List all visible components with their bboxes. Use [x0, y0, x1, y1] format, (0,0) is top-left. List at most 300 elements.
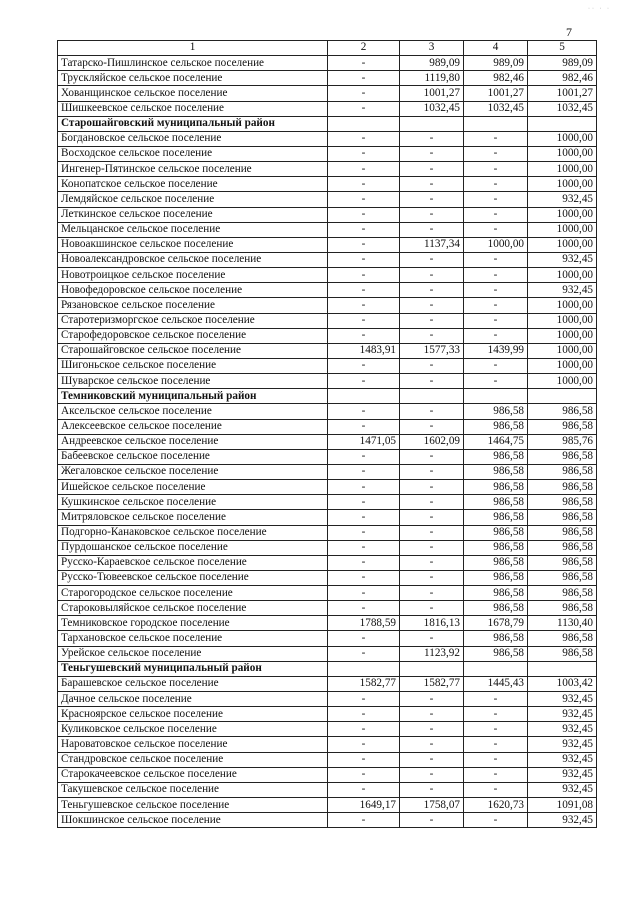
district-row: [58, 661, 597, 676]
settlement-name: Теньгушевское сельское поселение: [58, 798, 328, 813]
value-cell-c4: 1001,27: [464, 86, 528, 101]
value-cell-c4: -: [464, 252, 528, 267]
table-row: [58, 101, 597, 116]
table-row: [58, 798, 597, 813]
district-name: Темниковский муниципальный район: [58, 389, 328, 404]
value-cell-c2: -: [328, 752, 400, 767]
value-cell-c4: 986,58: [464, 570, 528, 585]
value-cell-c5: 1000,00: [528, 268, 597, 283]
value-cell-c4: -: [464, 207, 528, 222]
settlement-name: Бабеевское сельское поселение: [58, 449, 328, 464]
table-row: [58, 631, 597, 646]
value-cell-c5: 1000,00: [528, 237, 597, 252]
table-row: [58, 525, 597, 540]
value-cell-c4: 986,58: [464, 449, 528, 464]
value-cell-c5: 1000,00: [528, 298, 597, 313]
value-cell-c5: 1032,45: [528, 101, 597, 116]
header-col-1: 1: [58, 41, 328, 56]
value-cell-c5: 1000,00: [528, 177, 597, 192]
value-cell-c2: -: [328, 510, 400, 525]
empty-cell: [464, 661, 528, 676]
value-cell-c3: -: [400, 586, 464, 601]
value-cell-c5: 932,45: [528, 722, 597, 737]
value-cell-c2: -: [328, 374, 400, 389]
empty-cell: [328, 661, 400, 676]
value-cell-c3: 1137,34: [400, 237, 464, 252]
settlement-name: Трускляйское сельское поселение: [58, 71, 328, 86]
value-cell-c2: -: [328, 131, 400, 146]
value-cell-c4: -: [464, 782, 528, 797]
value-cell-c2: 1788,59: [328, 616, 400, 631]
empty-cell: [464, 389, 528, 404]
settlement-name: Новоакшинское сельское поселение: [58, 237, 328, 252]
value-cell-c4: 1445,43: [464, 676, 528, 691]
table-row: [58, 343, 597, 358]
table-row: [58, 616, 597, 631]
settlement-name: Старофедоровское сельское поселение: [58, 328, 328, 343]
value-cell-c4: 986,58: [464, 646, 528, 661]
value-cell-c3: -: [400, 328, 464, 343]
value-cell-c5: 986,58: [528, 570, 597, 585]
value-cell-c3: -: [400, 601, 464, 616]
value-cell-c2: -: [328, 782, 400, 797]
table-row: [58, 177, 597, 192]
value-cell-c4: 986,58: [464, 510, 528, 525]
value-cell-c3: -: [400, 813, 464, 828]
value-cell-c5: 982,46: [528, 71, 597, 86]
value-cell-c3: -: [400, 540, 464, 555]
value-cell-c3: -: [400, 752, 464, 767]
value-cell-c2: -: [328, 480, 400, 495]
district-name: Теньгушевский муниципальный район: [58, 661, 328, 676]
value-cell-c2: -: [328, 222, 400, 237]
scan-corner-marks: ·· · ·: [588, 6, 611, 12]
value-cell-c4: 986,58: [464, 495, 528, 510]
value-cell-c2: -: [328, 313, 400, 328]
value-cell-c2: -: [328, 646, 400, 661]
header-col-5: 5: [528, 41, 597, 56]
table-row: [58, 434, 597, 449]
value-cell-c5: 932,45: [528, 692, 597, 707]
value-cell-c3: -: [400, 313, 464, 328]
value-cell-c4: 986,58: [464, 404, 528, 419]
empty-cell: [528, 389, 597, 404]
value-cell-c4: -: [464, 692, 528, 707]
value-cell-c4: -: [464, 298, 528, 313]
value-cell-c5: 986,58: [528, 404, 597, 419]
value-cell-c2: -: [328, 767, 400, 782]
value-cell-c2: 1582,77: [328, 676, 400, 691]
empty-cell: [400, 389, 464, 404]
table-row: [58, 449, 597, 464]
value-cell-c5: 932,45: [528, 752, 597, 767]
table-row: [58, 207, 597, 222]
value-cell-c3: -: [400, 358, 464, 373]
page-number: 7: [566, 25, 572, 39]
value-cell-c5: 986,58: [528, 449, 597, 464]
settlement-name: Пурдошанское сельское поселение: [58, 540, 328, 555]
value-cell-c3: -: [400, 464, 464, 479]
value-cell-c5: 989,09: [528, 56, 597, 71]
settlement-name: Митряловское сельское поселение: [58, 510, 328, 525]
value-cell-c5: 1001,27: [528, 86, 597, 101]
settlement-name: Русско-Тювеевское сельское поселение: [58, 570, 328, 585]
table-row: [58, 419, 597, 434]
value-cell-c2: -: [328, 71, 400, 86]
value-cell-c2: -: [328, 813, 400, 828]
table-row: [58, 676, 597, 691]
value-cell-c3: -: [400, 268, 464, 283]
value-cell-c4: 1620,73: [464, 798, 528, 813]
value-cell-c2: -: [328, 586, 400, 601]
value-cell-c3: -: [400, 252, 464, 267]
value-cell-c3: -: [400, 767, 464, 782]
settlement-name: Урейское сельское поселение: [58, 646, 328, 661]
value-cell-c4: 1464,75: [464, 434, 528, 449]
header-col-2: 2: [328, 41, 400, 56]
value-cell-c2: -: [328, 404, 400, 419]
settlement-name: Алексеевское сельское поселение: [58, 419, 328, 434]
settlement-name: Красноярское сельское поселение: [58, 707, 328, 722]
value-cell-c2: -: [328, 707, 400, 722]
value-cell-c2: -: [328, 495, 400, 510]
settlement-name: Староковыляйское сельское поселение: [58, 601, 328, 616]
value-cell-c3: -: [400, 510, 464, 525]
table-row: [58, 646, 597, 661]
value-cell-c3: -: [400, 131, 464, 146]
settlement-name: Хованщинское сельское поселение: [58, 86, 328, 101]
value-cell-c3: -: [400, 631, 464, 646]
empty-cell: [528, 661, 597, 676]
value-cell-c3: 1758,07: [400, 798, 464, 813]
table-row: [58, 586, 597, 601]
value-cell-c5: 1000,00: [528, 328, 597, 343]
value-cell-c3: -: [400, 782, 464, 797]
value-cell-c2: 1649,17: [328, 798, 400, 813]
value-cell-c5: 1000,00: [528, 131, 597, 146]
table-row: [58, 404, 597, 419]
settlement-name: Мельцанское сельское поселение: [58, 222, 328, 237]
value-cell-c4: -: [464, 222, 528, 237]
table-row: [58, 570, 597, 585]
value-cell-c4: -: [464, 328, 528, 343]
value-cell-c2: -: [328, 449, 400, 464]
settlement-name: Восходское сельское поселение: [58, 146, 328, 161]
value-cell-c5: 986,58: [528, 631, 597, 646]
settlement-name: Старокачеевское сельское поселение: [58, 767, 328, 782]
settlement-name: Шокшинское сельское поселение: [58, 813, 328, 828]
value-cell-c4: 986,58: [464, 555, 528, 570]
value-cell-c3: -: [400, 419, 464, 434]
value-cell-c3: 1816,13: [400, 616, 464, 631]
data-table: [57, 40, 597, 828]
value-cell-c4: 986,58: [464, 464, 528, 479]
settlement-name: Ингенер-Пятинское сельское поселение: [58, 162, 328, 177]
table-row: [58, 237, 597, 252]
value-cell-c4: -: [464, 162, 528, 177]
table-row: [58, 252, 597, 267]
value-cell-c4: -: [464, 131, 528, 146]
value-cell-c5: 986,58: [528, 525, 597, 540]
value-cell-c3: 989,09: [400, 56, 464, 71]
settlement-name: Старошайговское сельское поселение: [58, 343, 328, 358]
value-cell-c2: -: [328, 631, 400, 646]
settlement-name: Богдановское сельское поселение: [58, 131, 328, 146]
value-cell-c5: 1003,42: [528, 676, 597, 691]
table-row: [58, 313, 597, 328]
value-cell-c3: -: [400, 146, 464, 161]
table-row: [58, 71, 597, 86]
value-cell-c3: 1577,33: [400, 343, 464, 358]
value-cell-c3: -: [400, 192, 464, 207]
value-cell-c2: -: [328, 737, 400, 752]
settlement-name: Шишкеевское сельское поселение: [58, 101, 328, 116]
value-cell-c3: -: [400, 162, 464, 177]
empty-cell: [528, 116, 597, 131]
value-cell-c4: 986,58: [464, 631, 528, 646]
value-cell-c3: 1119,80: [400, 71, 464, 86]
value-cell-c3: -: [400, 404, 464, 419]
value-cell-c4: -: [464, 707, 528, 722]
value-cell-c3: -: [400, 449, 464, 464]
settlement-name: Подгорно-Канаковское сельское поселение: [58, 525, 328, 540]
value-cell-c4: 986,58: [464, 419, 528, 434]
value-cell-c2: -: [328, 237, 400, 252]
value-cell-c4: -: [464, 146, 528, 161]
value-cell-c2: -: [328, 555, 400, 570]
table-row: [58, 222, 597, 237]
value-cell-c2: -: [328, 328, 400, 343]
value-cell-c3: -: [400, 177, 464, 192]
table-row: [58, 192, 597, 207]
value-cell-c3: 1032,45: [400, 101, 464, 116]
value-cell-c4: 986,58: [464, 480, 528, 495]
value-cell-c5: 1000,00: [528, 207, 597, 222]
table-row: [58, 298, 597, 313]
table-row: [58, 737, 597, 752]
value-cell-c2: -: [328, 358, 400, 373]
table-row: [58, 767, 597, 782]
empty-cell: [400, 661, 464, 676]
value-cell-c4: 986,58: [464, 601, 528, 616]
header-col-3: 3: [400, 41, 464, 56]
value-cell-c2: -: [328, 298, 400, 313]
value-cell-c2: -: [328, 722, 400, 737]
table-row: [58, 495, 597, 510]
settlement-name: Нароватовское сельское поселение: [58, 737, 328, 752]
value-cell-c3: -: [400, 207, 464, 222]
table-row: [58, 146, 597, 161]
value-cell-c4: 1000,00: [464, 237, 528, 252]
table-row: [58, 510, 597, 525]
value-cell-c5: 932,45: [528, 283, 597, 298]
table-row: [58, 283, 597, 298]
value-cell-c4: -: [464, 374, 528, 389]
value-cell-c3: -: [400, 298, 464, 313]
value-cell-c5: 986,58: [528, 464, 597, 479]
settlement-name: Русско-Караевское сельское поселение: [58, 555, 328, 570]
value-cell-c3: -: [400, 692, 464, 707]
value-cell-c4: 989,09: [464, 56, 528, 71]
value-cell-c5: 1000,00: [528, 343, 597, 358]
district-name: Старошайговский муниципальный район: [58, 116, 328, 131]
value-cell-c4: -: [464, 752, 528, 767]
value-cell-c3: -: [400, 480, 464, 495]
table-row: [58, 813, 597, 828]
value-cell-c5: 986,58: [528, 555, 597, 570]
table-row: [58, 162, 597, 177]
value-cell-c2: 1471,05: [328, 434, 400, 449]
value-cell-c3: 1602,09: [400, 434, 464, 449]
settlement-name: Шигоньское сельское поселение: [58, 358, 328, 373]
value-cell-c5: 1000,00: [528, 358, 597, 373]
value-cell-c4: -: [464, 737, 528, 752]
value-cell-c4: -: [464, 192, 528, 207]
value-cell-c5: 932,45: [528, 737, 597, 752]
value-cell-c2: -: [328, 252, 400, 267]
value-cell-c3: 1001,27: [400, 86, 464, 101]
value-cell-c3: 1123,92: [400, 646, 464, 661]
value-cell-c5: 986,58: [528, 419, 597, 434]
value-cell-c4: -: [464, 722, 528, 737]
settlement-name: Андреевское сельское поселение: [58, 434, 328, 449]
settlement-name: Кушкинское сельское поселение: [58, 495, 328, 510]
settlement-name: Рязановское сельское поселение: [58, 298, 328, 313]
value-cell-c2: -: [328, 146, 400, 161]
value-cell-c5: 1000,00: [528, 162, 597, 177]
value-cell-c3: -: [400, 525, 464, 540]
settlement-name: Дачное сельское поселение: [58, 692, 328, 707]
value-cell-c5: 986,58: [528, 480, 597, 495]
empty-cell: [464, 116, 528, 131]
value-cell-c2: -: [328, 268, 400, 283]
value-cell-c4: -: [464, 283, 528, 298]
table-row: [58, 464, 597, 479]
value-cell-c2: -: [328, 601, 400, 616]
table-row: [58, 692, 597, 707]
table-row: [58, 56, 597, 71]
value-cell-c3: -: [400, 495, 464, 510]
value-cell-c5: 932,45: [528, 707, 597, 722]
settlement-name: Конопатское сельское поселение: [58, 177, 328, 192]
settlement-name: Леткинское сельское поселение: [58, 207, 328, 222]
table-row: [58, 540, 597, 555]
value-cell-c5: 1130,40: [528, 616, 597, 631]
value-cell-c5: 1091,08: [528, 798, 597, 813]
table-row: [58, 480, 597, 495]
value-cell-c4: -: [464, 313, 528, 328]
value-cell-c5: 932,45: [528, 767, 597, 782]
value-cell-c4: 986,58: [464, 525, 528, 540]
value-cell-c4: -: [464, 177, 528, 192]
district-row: [58, 116, 597, 131]
value-cell-c2: -: [328, 692, 400, 707]
value-cell-c4: 1678,79: [464, 616, 528, 631]
value-cell-c5: 932,45: [528, 192, 597, 207]
value-cell-c2: -: [328, 283, 400, 298]
value-cell-c2: -: [328, 525, 400, 540]
settlement-name: Такушевское сельское поселение: [58, 782, 328, 797]
value-cell-c2: -: [328, 101, 400, 116]
value-cell-c3: -: [400, 374, 464, 389]
value-cell-c3: -: [400, 722, 464, 737]
value-cell-c5: 1000,00: [528, 374, 597, 389]
settlement-name: Старогородское сельское поселение: [58, 586, 328, 601]
value-cell-c2: -: [328, 192, 400, 207]
table-row: [58, 358, 597, 373]
value-cell-c5: 986,58: [528, 540, 597, 555]
settlement-name: Старотеризморгское сельское поселение: [58, 313, 328, 328]
settlement-name: Новотроицкое сельское поселение: [58, 268, 328, 283]
value-cell-c3: 1582,77: [400, 676, 464, 691]
value-cell-c5: 985,76: [528, 434, 597, 449]
value-cell-c2: -: [328, 56, 400, 71]
settlement-name: Стандровское сельское поселение: [58, 752, 328, 767]
value-cell-c2: -: [328, 177, 400, 192]
value-cell-c4: -: [464, 358, 528, 373]
value-cell-c4: 1439,99: [464, 343, 528, 358]
table-row: [58, 374, 597, 389]
value-cell-c4: -: [464, 767, 528, 782]
table-row: [58, 328, 597, 343]
settlement-name: Новоалександровское сельское поселение: [58, 252, 328, 267]
value-cell-c4: 1032,45: [464, 101, 528, 116]
value-cell-c2: -: [328, 540, 400, 555]
table-body: [58, 56, 597, 828]
settlement-name: Лемдяйское сельское поселение: [58, 192, 328, 207]
value-cell-c4: -: [464, 268, 528, 283]
empty-cell: [328, 389, 400, 404]
district-row: [58, 389, 597, 404]
value-cell-c4: 986,58: [464, 540, 528, 555]
value-cell-c5: 1000,00: [528, 313, 597, 328]
empty-cell: [400, 116, 464, 131]
value-cell-c4: 982,46: [464, 71, 528, 86]
table-row: [58, 268, 597, 283]
settlement-name: Куликовское сельское поселение: [58, 722, 328, 737]
table-row: [58, 752, 597, 767]
settlement-name: Новофедоровское сельское поселение: [58, 283, 328, 298]
value-cell-c3: -: [400, 555, 464, 570]
value-cell-c3: -: [400, 737, 464, 752]
value-cell-c4: 986,58: [464, 586, 528, 601]
value-cell-c2: -: [328, 162, 400, 177]
header-row: [58, 41, 597, 56]
settlement-name: Аксельское сельское поселение: [58, 404, 328, 419]
settlement-name: Темниковское городское поселение: [58, 616, 328, 631]
table-row: [58, 601, 597, 616]
table-row: [58, 722, 597, 737]
empty-cell: [328, 116, 400, 131]
settlement-name: Тархановское сельское поселение: [58, 631, 328, 646]
value-cell-c5: 932,45: [528, 782, 597, 797]
table-row: [58, 782, 597, 797]
value-cell-c2: -: [328, 419, 400, 434]
table-row: [58, 131, 597, 146]
settlement-name: Татарско-Пишлинское сельское поселение: [58, 56, 328, 71]
table-row: [58, 707, 597, 722]
value-cell-c2: 1483,91: [328, 343, 400, 358]
value-cell-c5: 1000,00: [528, 222, 597, 237]
value-cell-c5: 986,58: [528, 646, 597, 661]
value-cell-c3: -: [400, 570, 464, 585]
value-cell-c5: 986,58: [528, 495, 597, 510]
settlement-name: Ишейское сельское поселение: [58, 480, 328, 495]
value-cell-c2: -: [328, 570, 400, 585]
value-cell-c3: -: [400, 222, 464, 237]
settlement-name: Жегаловское сельское поселение: [58, 464, 328, 479]
header-col-4: 4: [464, 41, 528, 56]
